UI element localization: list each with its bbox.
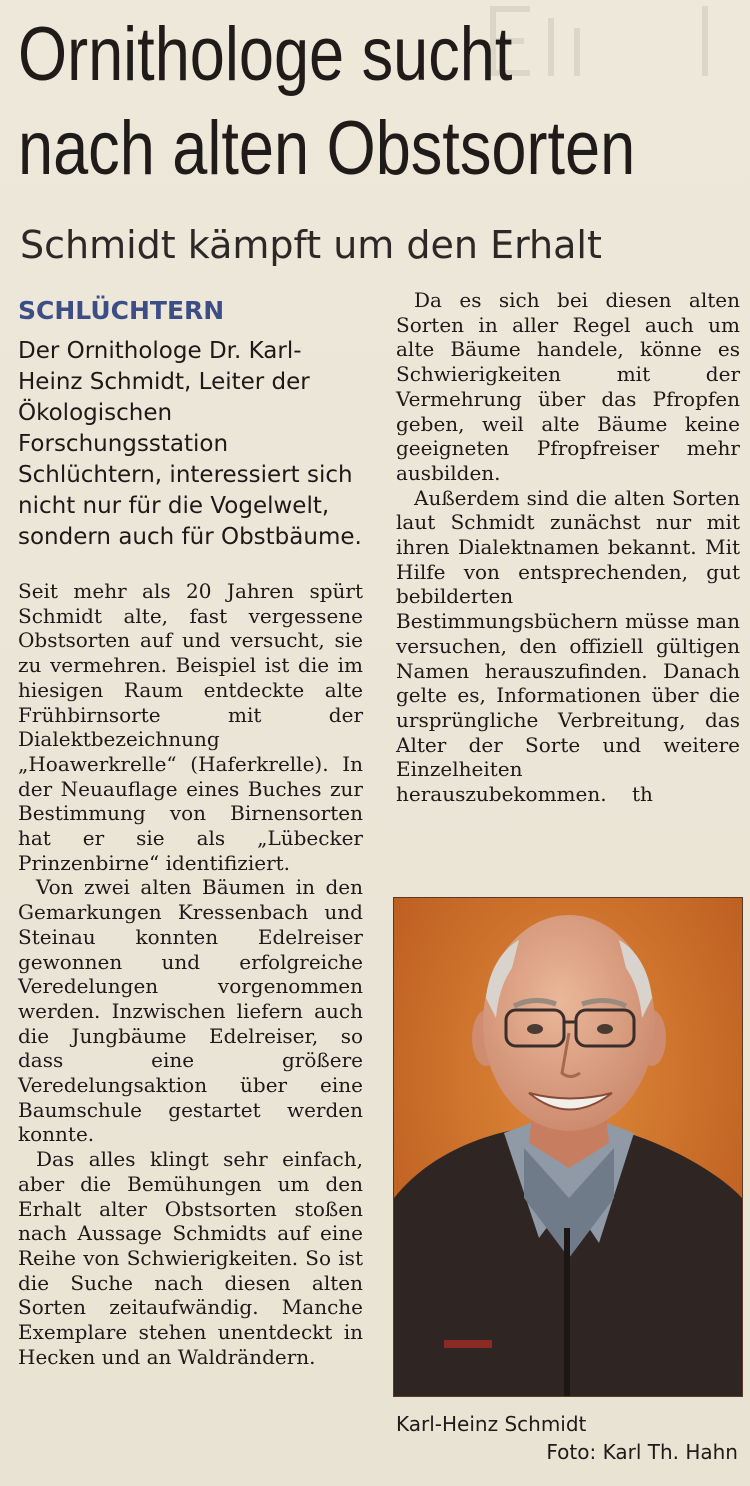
headline — [18, 8, 636, 196]
headline-line-2: nach alten Obstsorten — [18, 106, 636, 191]
dateline: SCHLÜCHTERN — [18, 296, 225, 325]
subheadline: Schmidt kämpft um den Erhalt — [20, 223, 602, 267]
photo-caption-block — [396, 1410, 738, 1466]
photo-caption: Karl-Heinz Schmidt — [396, 1412, 587, 1436]
lead-paragraph: Der Ornithologe Dr. Karl-Heinz Schmidt, Leiter der Ökologischen Forschungsstation Schlüchtern, interessiert sich nicht nur für die Vogelwelt, sondern auch für Obstbäume. — [18, 338, 362, 550]
body-paragraph-4: Da es sich bei diesen alten Sorten in aller Regel auch um alte Bäume handele, könne es Schwierigkeiten mit der Vermehrung über das Pfropfen geben, weil alte Bäume keine geeigneten Pfropfreiser mehr ausbilden. — [396, 288, 740, 485]
headline-line-1: Ornithologe sucht — [18, 12, 513, 97]
body-paragraph-1: Seit mehr als 20 Jahren spürt Schmidt alte, fast vergessene Obstsorten auf und versucht, sie zu vermehren. Beispiel ist die im hiesigen Raum entdeckte alte Frühbirnsorte mit der Dialektbezeichnung „Hoawerkrelle“ (Haferkrelle). In der Neuauflage eines Buches zur Bestimmung von Birnensorten hat er sie als „Lübecker Prinzenbirne“ identifiziert. — [18, 579, 363, 875]
right-column — [396, 288, 740, 807]
left-column — [18, 288, 363, 1370]
body-paragraph-3: Das alles klingt sehr einfach, aber die Bemühungen um den Erhalt alter Obstsorten stoßen nach Aussage Schmidts auf eine Reihe von Schwierigkeiten. So ist die Suche nach diesen alten Sorten zeitaufwändig. Manche Exemplare stehen unentdeckt in Hecken und an Waldrändern. — [18, 1147, 363, 1369]
author-initials: th — [632, 782, 653, 807]
body-paragraph-5-text: Außerdem sind die alten Sorten laut Schmidt zunächst nur mit ihren Dialektnamen bekannt. Mit Hilfe von entsprechenden, gut bebilderten Bestimmungsbüchern müsse man versuchen, den offiziell gültigen Namen herauszufinden. Danach gelte es, Informationen über die ursprüngliche Verbreitung, das Alter der Sorte und weitere Einzelheiten herauszubekommen. — [396, 485, 740, 807]
body-paragraph-2: Von zwei alten Bäumen in den Gemarkungen Kressenbach und Steinau konnten Edelreiser gewonnen und erfolgreiche Veredelungen vorgenommen werden. Inzwischen liefern auch die Jungbäume Edelreiser, so dass eine größere Veredelungsaktion über eine Baumschule gestartet werden konnte. — [18, 875, 363, 1147]
photo-credit: Foto: Karl Th. Hahn — [546, 1440, 738, 1464]
body-paragraph-5 — [396, 486, 740, 807]
portrait-photo — [393, 897, 743, 1397]
